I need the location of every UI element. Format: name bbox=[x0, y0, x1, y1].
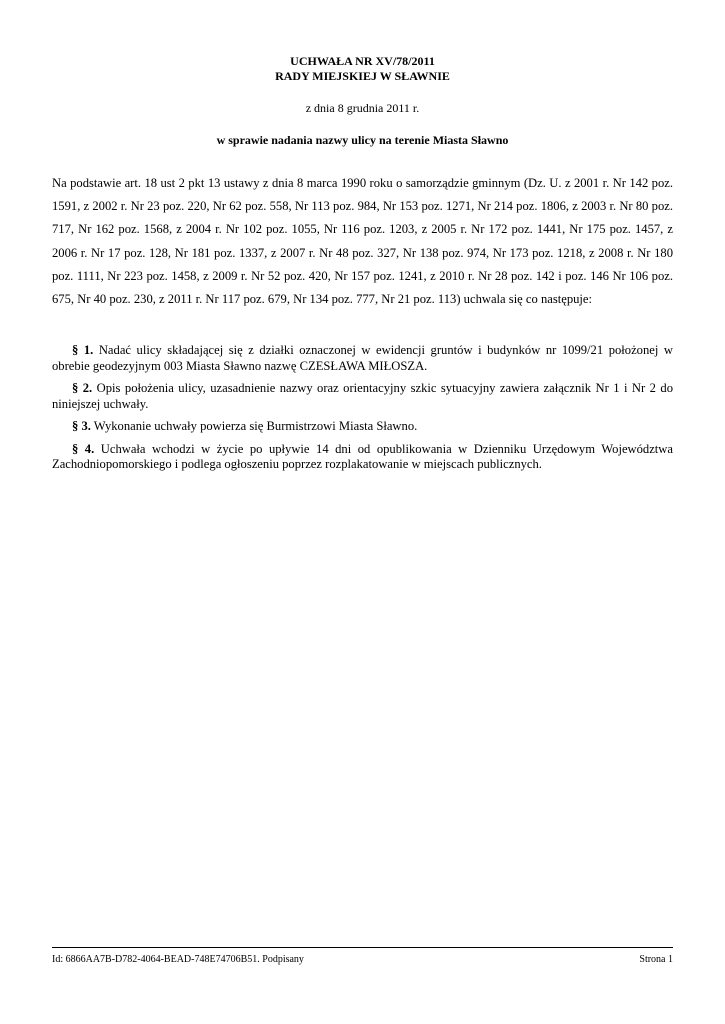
council-name: RADY MIEJSKIEJ W SŁAWNIE bbox=[275, 69, 450, 83]
paragraph-1 bbox=[52, 343, 673, 374]
paragraph-3-number: § 3. bbox=[72, 419, 91, 433]
resolution-paragraphs bbox=[52, 343, 673, 480]
paragraph-3 bbox=[52, 419, 673, 435]
resolution-subject: w sprawie nadania nazwy ulicy na terenie Miasta Sławno bbox=[216, 133, 509, 147]
paragraph-2-text: Opis położenia ulicy, uzasadnienie nazwy oraz orientacyjny szkic sytuacyjny zawiera załącznik Nr 1 i Nr 2 do niniejszej uchwały. bbox=[52, 381, 674, 411]
paragraph-1-number: § 1. bbox=[72, 343, 94, 357]
paragraph-1-text: Nadać ulicy składającej się z działki oznaczonej w ewidencji gruntów i budynków nr 1099/21 położonej w obrebie geodezyjnym 003 Miasta Sławno nazwę CZESŁAWA MIŁOSZA. bbox=[52, 343, 674, 373]
page-number: Strona 1 bbox=[639, 954, 673, 965]
footer-divider bbox=[52, 947, 673, 948]
paragraph-3-text: Wykonanie uchwały powierza się Burmistrzowi Miasta Sławno. bbox=[90, 419, 418, 433]
resolution-title: UCHWAŁA NR XV/78/2011 bbox=[290, 54, 435, 68]
paragraph-4-text: Uchwała wchodzi w życie po upływie 14 dni od opublikowania w Dzienniku Urzędowym Województwa Zachodniopomorskiego i podlega ogłoszeniu poprzez rozplakatowanie w miejscach publicznych. bbox=[52, 441, 673, 471]
resolution-date: z dnia 8 grudnia 2011 r. bbox=[305, 101, 420, 115]
paragraph-2 bbox=[52, 381, 673, 412]
legal-basis-preamble: Na podstawie art. 18 ust 2 pkt 13 ustawy z dnia 8 marca 1990 roku o samorządzie gminnym (Dz. U. z 2001 r. Nr 142 poz. 1591, z 2002 r. Nr 23 poz. 220, Nr 62 poz. 558, Nr 113 poz. 984, Nr 153 poz. 1271, Nr 214 poz. 1806, z 2003 r. Nr 80 poz. 717, Nr 162 poz. 1568, z 2004 r. Nr 102 poz. 1055, Nr 116 poz. 1203, z 2005 r. Nr 172 poz. 1441, Nr 175 poz. 1457, z 2006 r. Nr 17 poz. 128, Nr 181 poz. 1337, z 2007 r. Nr 48 poz. 327, Nr 138 poz. 974, Nr 173 poz. 1218, z 2008 r. Nr 180 poz. 1111, Nr 223 poz. 1458, z 2009 r. Nr 52 poz. 420, Nr 157 poz. 1241, z 2010 r. Nr 28 poz. 142 i poz. 146 Nr 106 poz. 675, Nr 40 poz. 230, z 2011 r. Nr 117 poz. 679, Nr 134 poz. 777, Nr 21 poz. 113) uchwala się co następuje: bbox=[52, 176, 673, 307]
paragraph-4-number: § 4. bbox=[72, 441, 95, 456]
document-id: Id: 6866AA7B-D782-4064-BEAD-748E74706B51. Podpisany bbox=[52, 954, 304, 965]
paragraph-2-number: § 2. bbox=[72, 381, 93, 395]
paragraph-4 bbox=[52, 442, 673, 473]
